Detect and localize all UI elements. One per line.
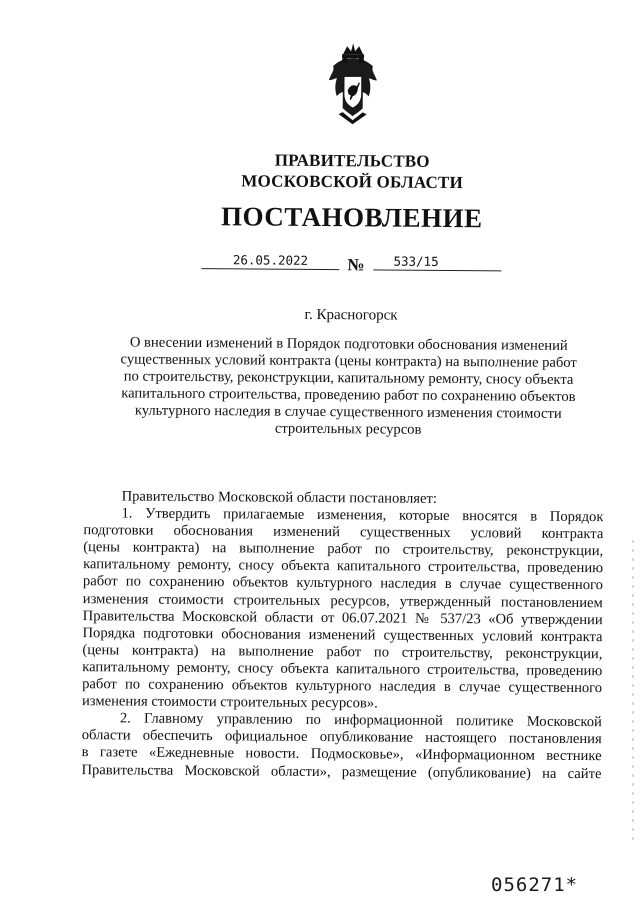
paragraph-line: подготовки обоснования изменений существенных условий контракта: [83, 522, 604, 543]
paragraph-line: капитальному ремонту, сносу объекта капитального строительства, проведению: [83, 556, 604, 577]
subject-line: по строительству, реконструкции, капитальному ремонту, сносу объекта: [123, 368, 574, 388]
document-body: [81, 488, 603, 783]
paragraph-2: [81, 710, 602, 782]
document-number: 533/15: [373, 253, 501, 271]
paragraph-line: капитальному ремонту, сносу объекта капитального строительства, проведению: [82, 659, 603, 680]
scan-margin-marks: [632, 540, 634, 840]
paragraph-line: (цены контракта) на выполнение работ по строительству, реконструкции,: [83, 539, 604, 560]
paragraph-line: Правительства Московской области от 06.07.2021 № 537/23 «Об утверждении: [82, 607, 603, 628]
paragraph-line: изменения стоимости строительных ресурсов».: [81, 693, 378, 712]
subject-line: О внесении изменений в Порядок подготовки обоснования изменений: [129, 334, 568, 354]
paragraph-line: работ по сохранению объектов культурного наследия в случае существенного: [82, 676, 603, 697]
document-subject: [108, 334, 589, 440]
body-intro: Правительство Московской области постановляет:: [121, 488, 437, 507]
government-name: [222, 149, 482, 193]
document-date: 26.05.2022: [201, 252, 339, 270]
document-type-title: ПОСТАНОВЛЕНИЕ: [220, 201, 483, 234]
paragraph-line: Порядка подготовки обоснования изменений существенных условий контракта: [82, 624, 603, 645]
number-sign: №: [347, 255, 365, 275]
paragraph-line: 1. Утвердить прилагаемые изменения, которые вносятся в Порядок: [121, 505, 604, 526]
coat-of-arms-icon: [325, 40, 382, 126]
subject-line: строительных ресурсов: [274, 420, 422, 438]
gov-line-1: ПРАВИТЕЛЬСТВО: [274, 150, 430, 171]
city-name: г. Красногорск: [304, 306, 398, 324]
paragraph-line: работ по сохранению объектов культурного наследия в случае существенного: [82, 573, 604, 594]
paragraph-line: (цены контракта) на выполнение работ по строительству, реконструкции,: [82, 641, 603, 663]
serial-stamp: 056271*: [491, 874, 579, 896]
paragraph-line: 2. Главному управлению по информационной политике Московской: [119, 710, 602, 731]
gov-line-2: МОСКОВСКОЙ ОБЛАСТИ: [241, 171, 464, 193]
paragraph-line: Правительства Московской области», размещение (опубликование) на сайте: [81, 761, 602, 782]
paragraph-line: области обеспечить официальное опубликование настоящего постановления: [81, 727, 602, 748]
subject-line: культурного наследия в случае существенного изменения стоимости: [134, 402, 562, 422]
paragraph-line: изменения стоимости строительных ресурсов, утвержденный постановлением: [82, 590, 603, 611]
document-meta: [201, 252, 501, 280]
paragraph-line: в газете «Ежедневные новости. Подмосковье», «Информационном вестнике: [81, 744, 602, 765]
paragraph-1: [82, 505, 604, 714]
subject-line: существенных условий контракта (цены контракта) на выполнение работ: [120, 351, 577, 372]
subject-line: капитального строительства, проведению работ по сохранению объектов: [121, 385, 576, 406]
